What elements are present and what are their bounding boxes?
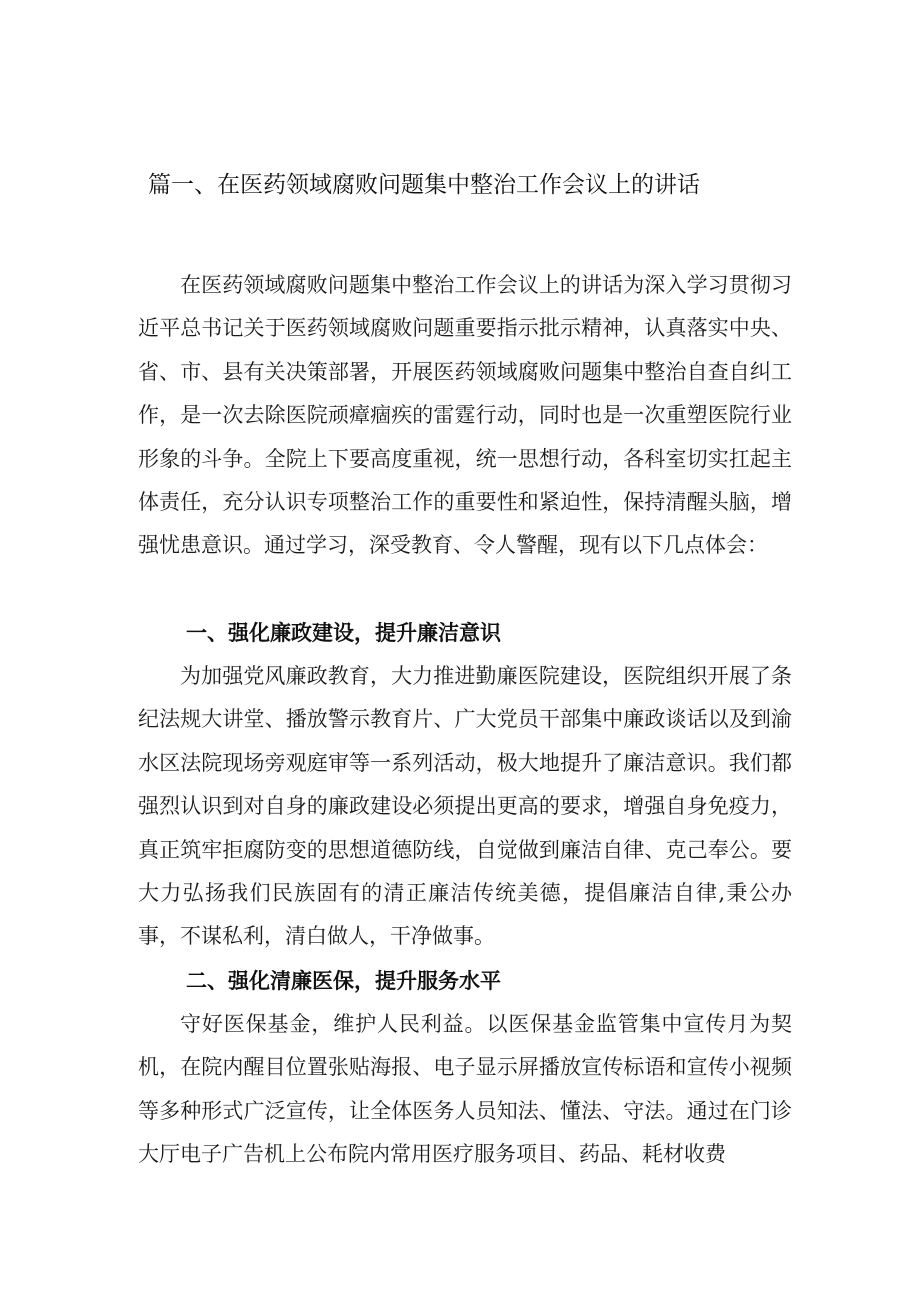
section-heading-2: 二、强化清廉医保，提升服务水平 (186, 969, 501, 993)
section-paragraph-2: 守好医保基金，维护人民利益。以医保基金监管集中宣传月为契机，在院内醒目位置张贴海报、电子显示屏播放宣传标语和宣传小视频等多种形式广泛宣传，让全体医务人员知法、懂法、守法。通过在门诊大厅电子广告机上公布院内常用医疗服务项目、药品、耗材收费 (138, 1012, 792, 1167)
document-title: 篇一、在医药领域腐败问题集中整治工作会议上的讲话 (148, 172, 700, 198)
section-paragraph-1: 为加强党风廉政教育，大力推进勤廉医院建设，医院组织开展了条纪法规大讲堂、播放警示教育片、广大党员干部集中廉政谈话以及到渝水区法院现场旁观庭审等一系列活动，极大地提升了廉洁意识。我们都强烈认识到对自身的廉政建设必须提出更高的要求，增强自身免疫力，真正筑牢拒腐防变的思想道德防线，自觉做到廉洁自律、克己奉公。要大力弘扬我们民族固有的清正廉洁传统美德，提倡廉洁自律,秉公办事，不谋私利，清白做人，干净做事。 (138, 664, 792, 949)
section-heading-1: 一、强化廉政建设，提升廉洁意识 (186, 621, 501, 645)
intro-paragraph: 在医药领域腐败问题集中整治工作会议上的讲话为深入学习贯彻习近平总书记关于医药领域腐败问题重要指示批示精神，认真落实中央、省、市、县有关决策部署，开展医药领域腐败问题集中整治自查自纠工作，是一次去除医院顽瘴痼疾的雷霆行动，同时也是一次重塑医院行业形象的斗争。全院上下要高度重视，统一思想行动，各科室切实扛起主体责任，充分认识专项整治工作的重要性和紧迫性，保持清醒头脑，增强忧患意识。通过学习，深受教育、令人警醒，现有以下几点体会： (138, 273, 792, 558)
